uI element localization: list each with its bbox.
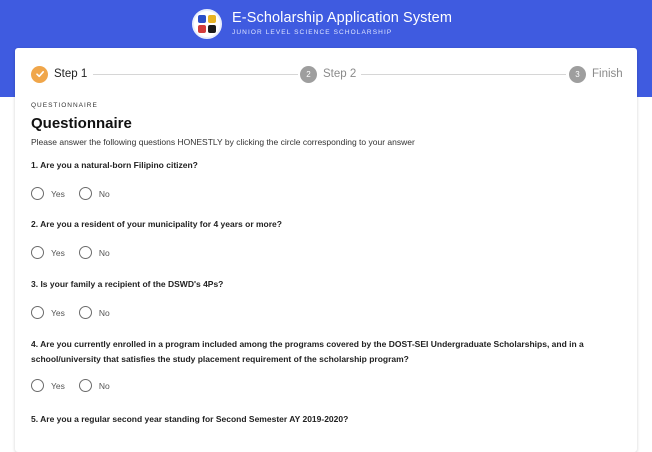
radio-button[interactable]: [31, 187, 44, 200]
answer-options: [31, 379, 621, 392]
form-card: [15, 48, 637, 452]
radio-button[interactable]: [31, 306, 44, 319]
question-text: 1. Are you a natural-born Filipino citizen?: [31, 160, 198, 170]
app-title: E-Scholarship Application System: [232, 10, 452, 26]
radio-button[interactable]: [79, 379, 92, 392]
radio-button[interactable]: [79, 187, 92, 200]
step-2-number: 2: [300, 66, 317, 83]
option-label: No: [98, 380, 110, 391]
instructions: Please answer the following questions HONESTLY by clicking the circle corresponding to your answer: [31, 137, 415, 147]
question-1: [31, 158, 621, 200]
step-3-label: Finish: [592, 68, 623, 80]
option-label: Yes: [51, 188, 65, 199]
question-text: 4. Are you currently enrolled in a program included among the programs covered by the DOST-SEI Undergraduate Scholarships, and in a school/university that satisfies the study placement requirement of the scholarship program?: [31, 339, 584, 364]
questionnaire-header: [31, 102, 627, 147]
question-text: 3. Is your family a recipient of the DSWD's 4Ps?: [31, 279, 224, 289]
section-title: Questionnaire: [31, 115, 132, 132]
option-no[interactable]: [79, 246, 110, 259]
step-3[interactable]: [569, 65, 623, 83]
step-connector: [93, 74, 298, 75]
answer-options: [31, 306, 621, 319]
step-3-number: 3: [569, 66, 586, 83]
option-label: Yes: [51, 247, 65, 258]
check-icon: [31, 66, 48, 83]
option-label: Yes: [51, 380, 65, 391]
radio-button[interactable]: [31, 379, 44, 392]
section-eyebrow: QUESTIONNAIRE: [31, 102, 98, 109]
question-2: [31, 217, 621, 259]
question-5: [31, 412, 621, 427]
option-label: No: [98, 188, 110, 199]
step-connector: [361, 74, 566, 75]
option-no[interactable]: [79, 379, 110, 392]
step-2-label: Step 2: [323, 68, 357, 80]
option-yes[interactable]: [31, 306, 65, 319]
option-label: No: [98, 247, 110, 258]
question-text: 2. Are you a resident of your municipality for 4 years or more?: [31, 219, 282, 229]
radio-button[interactable]: [79, 306, 92, 319]
radio-button[interactable]: [79, 246, 92, 259]
question-3: [31, 277, 621, 319]
answer-options: [31, 246, 621, 259]
answer-options: [31, 187, 621, 200]
option-yes[interactable]: [31, 379, 65, 392]
step-2[interactable]: [300, 65, 356, 83]
brand: [192, 7, 452, 41]
question-text: 5. Are you a regular second year standing for Second Semester AY 2019-2020?: [31, 414, 349, 424]
radio-button[interactable]: [31, 246, 44, 259]
step-1[interactable]: [31, 65, 87, 83]
dost-logo-icon: [192, 9, 222, 39]
app-subtitle: JUNIOR LEVEL SCIENCE SCHOLARSHIP: [232, 29, 393, 36]
stepper: [15, 48, 637, 100]
option-label: Yes: [51, 307, 65, 318]
option-no[interactable]: [79, 306, 110, 319]
question-4: [31, 337, 621, 392]
option-yes[interactable]: [31, 187, 65, 200]
option-yes[interactable]: [31, 246, 65, 259]
step-1-label: Step 1: [54, 68, 88, 80]
option-label: No: [98, 307, 110, 318]
option-no[interactable]: [79, 187, 110, 200]
